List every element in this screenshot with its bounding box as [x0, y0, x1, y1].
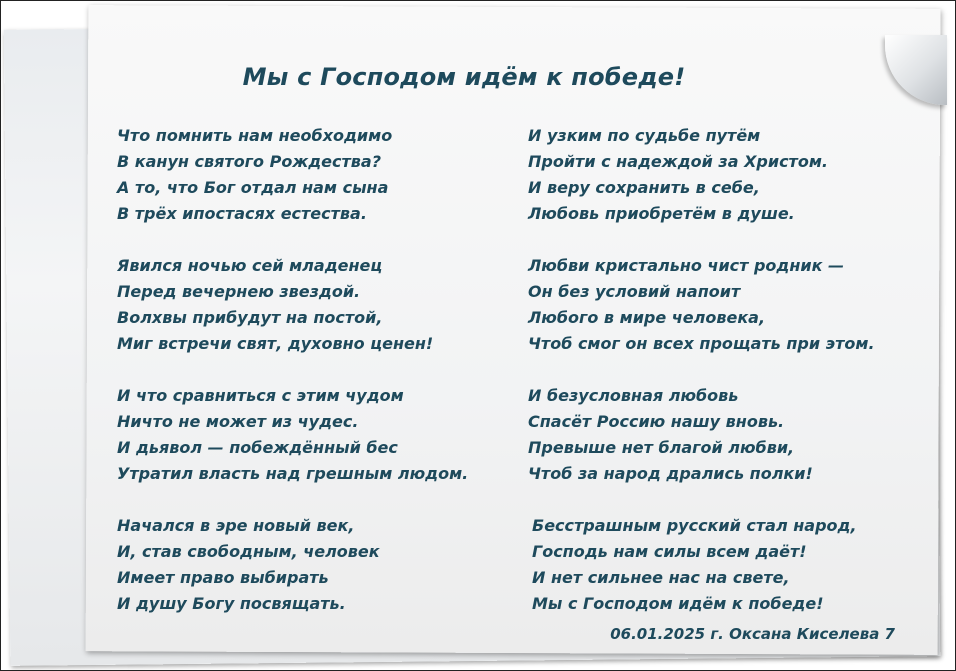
- stanza: [528, 253, 928, 383]
- poem-line: Явился ночью сей младенец: [117, 256, 383, 275]
- poem-line: В канун святого Рождества?: [117, 152, 381, 171]
- poem-line: Начался в эре новый век,: [117, 516, 355, 535]
- poem-line: Любви кристально чист родник —: [528, 256, 845, 275]
- poem-column-left: [117, 123, 517, 643]
- poem-line: Волхвы прибудут на постой,: [117, 308, 383, 327]
- poem-line: Пройти с надеждой за Христом.: [528, 152, 828, 171]
- poem-line: Имеет право выбирать: [117, 568, 329, 587]
- poem-line: Бесстрашным русский стал народ,: [532, 516, 857, 535]
- poem-line: Ничто не может из чудес.: [117, 412, 359, 431]
- poem-line: И веру сохранить в себе,: [528, 178, 760, 197]
- poem-line: И узким по судьбе путём: [528, 126, 761, 145]
- poem-line: Превыше нет благой любви,: [528, 438, 795, 457]
- poem-line: И что сравниться с этим чудом: [117, 386, 404, 405]
- poem-line: А то, что Бог отдал нам сына: [117, 178, 389, 197]
- poem-line: Что помнить нам необходимо: [117, 126, 393, 145]
- poem-line: Любого в мире человека,: [528, 308, 766, 327]
- signature-date-author: 06.01.2025 г. Оксана Киселева 7: [610, 625, 895, 643]
- poem-line: Утратил власть над грешным людом.: [117, 464, 469, 483]
- poem-line: Чтоб смог он всех прощать при этом.: [528, 334, 875, 353]
- poem-line: Мы с Господом идём к победе!: [532, 594, 824, 613]
- poem-line: Господь нам силы всем даёт!: [532, 542, 807, 561]
- stanza: [528, 383, 928, 513]
- poem-line: В трёх ипостасях естества.: [117, 204, 367, 223]
- poem-column-right: [528, 123, 928, 643]
- poem-line: Перед вечернею звездой.: [117, 282, 361, 301]
- poem-line: И нет сильнее нас на свете,: [532, 568, 790, 587]
- poem-line: И безусловная любовь: [528, 386, 739, 405]
- stanza: [117, 253, 517, 383]
- stanza: [528, 123, 928, 253]
- poem-line: И дьявол — побеждённый бес: [117, 438, 398, 457]
- stanza: [117, 513, 517, 643]
- poem-line: Спасёт Россию нашу вновь.: [528, 412, 785, 431]
- poem-line: И душу Богу посвящать.: [117, 594, 346, 613]
- poem-line: Любовь приобретём в душе.: [528, 204, 795, 223]
- poem-line: Чтоб за народ дрались полки!: [528, 464, 813, 483]
- poem-line: И, став свободным, человек: [117, 542, 380, 561]
- stanza: [117, 123, 517, 253]
- stanza: [528, 513, 928, 643]
- poem-line: Он без условий напоит: [528, 282, 741, 301]
- poem-title: Мы с Господом идём к победе!: [242, 63, 686, 91]
- stanza: [117, 383, 517, 513]
- poem-line: Миг встречи свят, духовно ценен!: [117, 334, 434, 353]
